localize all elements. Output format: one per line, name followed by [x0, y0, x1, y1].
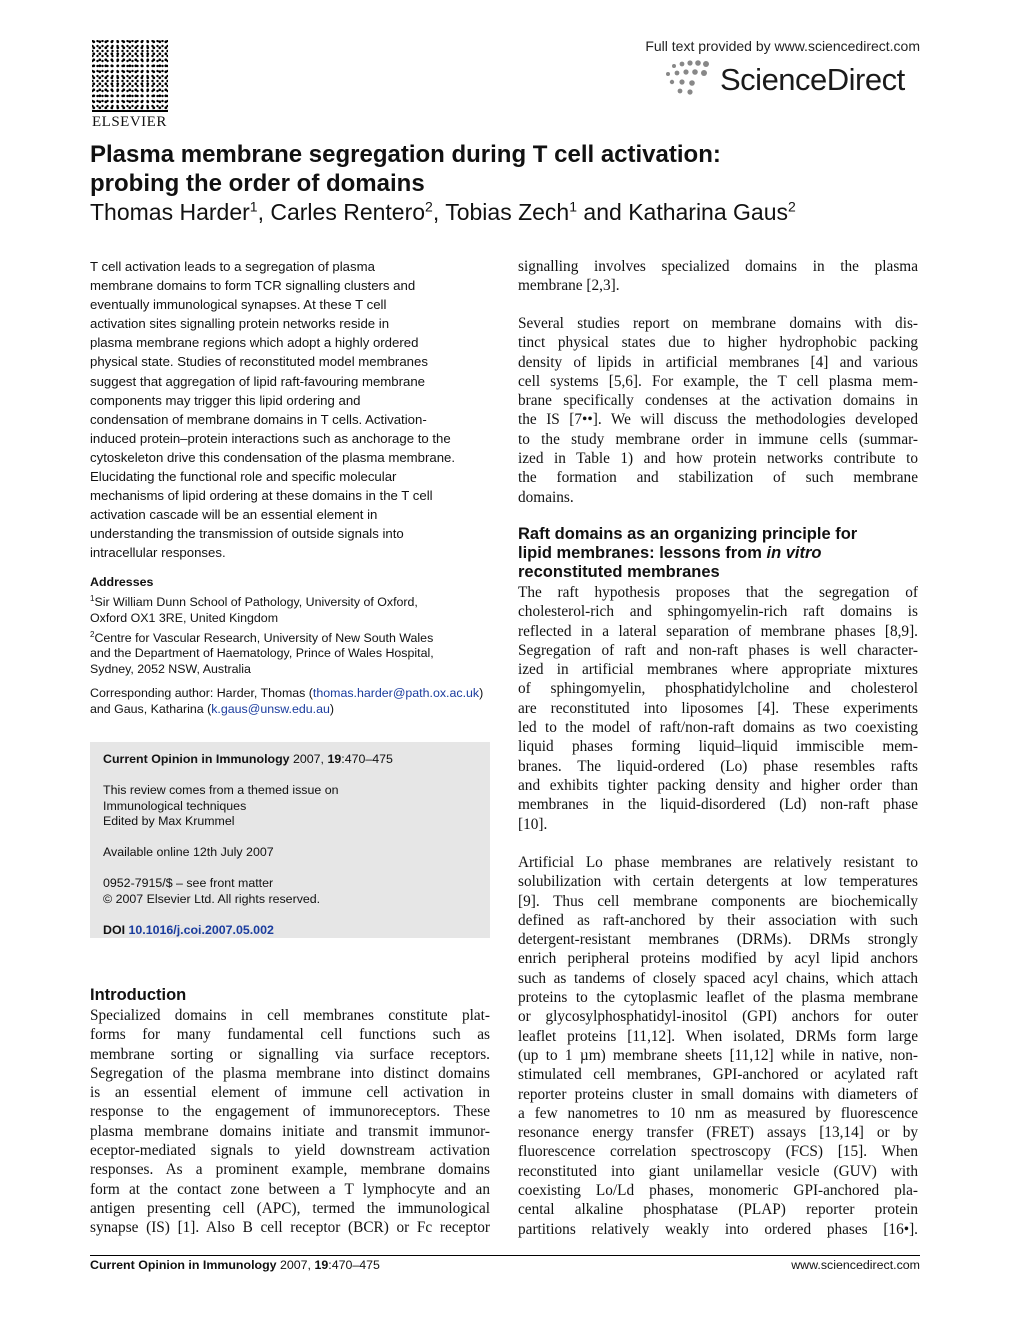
introduction-heading: Introduction: [90, 986, 187, 1004]
body-line: synapse (IS) [1]. Also B cell receptor (BCR) or Fc receptor: [90, 1219, 490, 1237]
abstract-line: activation sites signalling protein networks reside in: [90, 316, 390, 332]
journal-volume: 19: [327, 752, 342, 766]
body-line: or glycosylphosphatidyl-inositol (GPI) anchors for outer: [518, 1008, 918, 1026]
body-line: is an essential element of immune cell activation in: [90, 1084, 490, 1102]
introduction-text: [90, 1006, 490, 1238]
paragraph-raft-hypothesis: [518, 583, 918, 834]
doi-label: DOI: [103, 922, 126, 937]
heading-text: lipid membranes: lessons from: [518, 544, 767, 562]
doi-link[interactable]: 10.1016/j.coi.2007.05.002: [128, 922, 274, 937]
abstract-line: activation cascade will be an essential element in: [90, 507, 378, 523]
corresponding-author: [90, 686, 500, 718]
body-line: a few nanometres to 10 nm as measured by fluorescence: [518, 1104, 918, 1122]
abstract-line: plasma membrane regions which adopt a highly ordered: [90, 335, 419, 351]
footer-journal: Current Opinion in Immunology: [90, 1258, 277, 1272]
body-line: enrich peripheral proteins modified by acyl lipid anchors: [518, 950, 918, 968]
address-item: [90, 627, 500, 647]
abstract-line: cytoskeleton drive this condensation of the plasma membrane.: [90, 449, 456, 465]
address-number: 2: [90, 629, 95, 639]
sciencedirect-brand: ScienceDirect: [720, 62, 905, 97]
heading-line: reconstituted membranes: [518, 563, 720, 581]
themed-editor: Edited by Max Krummel: [103, 814, 235, 829]
body-line: [10].: [518, 815, 548, 833]
body-line: partitions relatively weakly into ordered phases [16•].: [518, 1220, 918, 1238]
body-line: cell systems [5,6]. For example, the T cell plasma mem-: [518, 372, 918, 390]
abstract-line: eventually immunological synapses. At these T cell: [90, 297, 387, 313]
body-line: eceptor-mediated signals to yield downstream activation: [90, 1142, 490, 1160]
author-name: Carles Rentero: [270, 199, 426, 225]
footer-url[interactable]: www.sciencedirect.com: [791, 1258, 920, 1272]
author-affiliation: 1: [249, 198, 258, 215]
body-line: defined as raft-anchored by their association with such: [518, 911, 918, 929]
body-line: forms for many fundamental cell functions such as: [90, 1026, 490, 1044]
corresp-prefix: Corresponding author: Harder, Thomas (: [90, 686, 313, 700]
body-line: The raft hypothesis proposes that the segregation of: [518, 584, 918, 601]
journal-citation: [103, 752, 483, 768]
abstract-line: membrane domains to form TCR signalling clusters and: [90, 278, 416, 294]
body-line: ized in artificial membranes where appropriate mixtures: [518, 661, 918, 679]
available-online: Available online 12th July 2007: [103, 845, 274, 860]
body-line: Segregation of the plasma membrane into distinct domains: [90, 1064, 490, 1082]
body-line: proteins to the cytoplasmic leaflet of the plasma membrane: [518, 989, 918, 1007]
addresses-heading: Addresses: [90, 575, 154, 589]
author-name: Thomas Harder: [90, 199, 250, 225]
footer-divider: [90, 1255, 920, 1256]
body-line: response to the engagement of immunoreceptors. These: [90, 1103, 490, 1121]
body-line: of sphingomyelin, phosphatidylcholine and cholesterol: [518, 680, 918, 698]
footer-citation: [90, 1258, 380, 1272]
body-line: Segregation of raft and non-raft phases is well character-: [518, 641, 918, 659]
body-line: ized in Table 1) and how protein networks contribute to: [518, 450, 918, 468]
body-line: the formation and stabilization of such membrane: [518, 469, 918, 487]
body-line: reconstituted into giant unilamellar vesicle (GUV) with: [518, 1162, 918, 1180]
body-line: Specialized domains in cell membranes constitute plat-: [90, 1007, 490, 1024]
body-line: responses. As a prominent example, membrane domains: [90, 1161, 490, 1179]
corresp-line2: and Gaus, Katharina (: [90, 701, 212, 716]
author-name: Tobias Zech: [445, 199, 570, 225]
doi-row: [103, 923, 483, 939]
body-line: Several studies report on membrane domains with dis-: [518, 315, 918, 332]
journal-name: Current Opinion in Immunology: [103, 752, 290, 766]
address-item: [90, 591, 500, 611]
corresp-close: ): [479, 686, 484, 700]
abstract-line: mechanisms of lipid ordering at these domains in the T cell: [90, 488, 433, 504]
abstract-line: physical state. Studies of reconstituted model membranes: [90, 354, 428, 370]
abstract-line: intracellular responses.: [90, 545, 226, 561]
heading-line: Raft domains as an organizing principle for: [518, 525, 858, 543]
body-line: membranes in the liquid-disordered (Ld) non-raft phase: [518, 796, 918, 814]
body-line: and exhibits tighter packing density and higher order than: [518, 776, 918, 794]
email-link-harder[interactable]: thomas.harder@path.ox.ac.uk: [312, 686, 480, 700]
address-number: 1: [90, 593, 95, 603]
body-line: are reconstituted into liposomes [4]. These experiments: [518, 699, 918, 717]
author-affiliation: 1: [569, 198, 578, 215]
provided-by-text[interactable]: Full text provided by www.sciencedirect.com: [645, 38, 920, 54]
body-line: domains.: [518, 488, 574, 506]
heading-line: [518, 544, 918, 563]
body-line: coexisting Lo/Ld phases, monomeric GPI-anchored pla-: [518, 1182, 918, 1200]
body-line: density of lipids in artificial membranes [4] and various: [518, 353, 918, 371]
address-line: Sydney, 2052 NSW, Australia: [90, 662, 251, 677]
copyright: © 2007 Elsevier Ltd. All rights reserved.: [103, 891, 321, 906]
address-line: and the Department of Haematology, Prince of Wales Hospital,: [90, 646, 434, 661]
abstract-line: components may trigger this lipid ordering and: [90, 392, 361, 408]
body-line: liquid phases forming liquid–liquid immiscible mem-: [518, 738, 918, 756]
abstract-line: Elucidating the functional role and specific molecular: [90, 469, 397, 485]
themed-topic: Immunological techniques: [103, 798, 247, 813]
body-line: form at the contact zone between a T lymphocyte and an: [90, 1180, 490, 1198]
author-list: [90, 197, 930, 227]
raft-domains-heading: [518, 525, 918, 582]
footer-pages: :470–475: [328, 1258, 380, 1272]
abstract-line: understanding the transmission of outside signals into: [90, 526, 404, 542]
paragraph-studies: [518, 314, 918, 507]
body-line: branes. The liquid-ordered (Lo) phase resembles rafts: [518, 757, 918, 775]
body-line: tinct physical states due to higher hydrophobic packing: [518, 334, 918, 352]
body-line: reporter proteins cluster in small domains with diameters of: [518, 1085, 918, 1103]
paragraph-signalling: [518, 257, 918, 296]
corresp-close: ): [329, 701, 335, 716]
sciencedirect-logo[interactable]: [660, 56, 920, 100]
body-line: led to the model of raft/non-raft domains as two coexisting: [518, 719, 918, 737]
sciencedirect-dots-icon: [660, 58, 718, 96]
author-separator: and: [577, 199, 629, 225]
themed-issue: [103, 783, 483, 830]
title-line-2: probing the order of domains: [90, 170, 425, 197]
body-line: membrane sorting or signalling via surface receptors.: [90, 1045, 490, 1063]
email-link-gaus[interactable]: k.gaus@unsw.edu.au: [211, 701, 330, 716]
paragraph-artificial-lo: [518, 853, 918, 1239]
body-line: antigen presenting cell (APC), termed the immunological: [90, 1199, 490, 1217]
article-info-box: [90, 742, 490, 938]
footer-volume: 19: [314, 1258, 329, 1272]
title-line-1: Plasma membrane segregation during T cell activation:: [90, 141, 721, 168]
abstract-line: suggest that aggregation of lipid raft-favouring membrane: [90, 373, 426, 389]
body-line: membrane [2,3].: [518, 277, 620, 295]
journal-pages: :470–475: [341, 752, 393, 766]
abstract-line: induced protein–protein interactions such as anchorage to the: [90, 430, 451, 446]
author-name: Katharina Gaus: [628, 199, 789, 225]
body-line: Artificial Lo phase membranes are relatively resistant to: [518, 854, 918, 871]
body-line: reflected in a lateral separation of membrane phases [8,9].: [518, 622, 918, 640]
body-line: detergent-resistant membranes (DRMs). DRMs strongly: [518, 931, 918, 949]
body-line: plasma membrane domains initiate and transmit immunor-: [90, 1122, 490, 1140]
address-line: Oxford OX1 3RE, United Kingdom: [90, 610, 279, 625]
body-line: cholesterol-rich and sphingomyelin-rich raft domains is: [518, 603, 918, 621]
body-line: resonance energy transfer (FRET) assays [13,14] or by: [518, 1124, 918, 1142]
author-affiliation: 2: [425, 198, 433, 215]
body-line: such as tandems of closely spaced acyl chains, which attach: [518, 969, 918, 987]
body-line: to the study membrane order in immune cells (summar-: [518, 430, 918, 448]
addresses-block: [90, 575, 500, 678]
body-line: fluorescence correlation spectroscopy (FCS) [15]. When: [518, 1143, 918, 1161]
rights-block: [103, 876, 483, 908]
body-line: cental alkaline phosphatase (PLAP) reporter protein: [518, 1201, 918, 1219]
body-line: (up to 1 µm) membrane sheets [11,12] while in native, non-: [518, 1046, 918, 1064]
body-line: stimulated cell membranes, GPI-anchored or acylated raft: [518, 1066, 918, 1084]
abstract: [90, 257, 490, 563]
body-line: solubilization with certain detergents at low temperatures: [518, 873, 918, 891]
article-title: [90, 140, 930, 198]
body-line: the IS [7••]. We will discuss the methodologies developed: [518, 411, 918, 429]
address-line: Centre for Vascular Research, University of New South Wales: [94, 630, 434, 645]
body-line: [9]. Thus cell membrane components are biochemically: [518, 892, 918, 910]
heading-italic: in vitro: [766, 544, 822, 562]
issn: 0952-7915/$ – see front matter: [103, 875, 274, 890]
address-line: Sir William Dunn School of Pathology, University of Oxford,: [94, 594, 418, 609]
footer-year: 2007,: [276, 1258, 315, 1272]
author-separator: ,: [257, 199, 271, 225]
themed-line: This review comes from a themed issue on: [103, 782, 339, 797]
body-line: brane specifically condenses at the activation domains in: [518, 392, 918, 410]
abstract-line: condensation of membrane domains in T cells. Activation-: [90, 411, 427, 427]
body-line: signalling involves specialized domains in the plasma: [518, 258, 918, 275]
journal-year: 2007,: [289, 752, 328, 766]
author-separator: ,: [432, 199, 446, 225]
elsevier-logo: [92, 40, 170, 130]
elsevier-tree-icon: [92, 40, 168, 112]
abstract-line: T cell activation leads to a segregation of plasma: [90, 259, 375, 274]
body-line: leaflet proteins [11,12]. When isolated, DRMs form large: [518, 1027, 918, 1045]
author-affiliation: 2: [788, 198, 796, 215]
publisher-name: ELSEVIER: [92, 114, 167, 130]
